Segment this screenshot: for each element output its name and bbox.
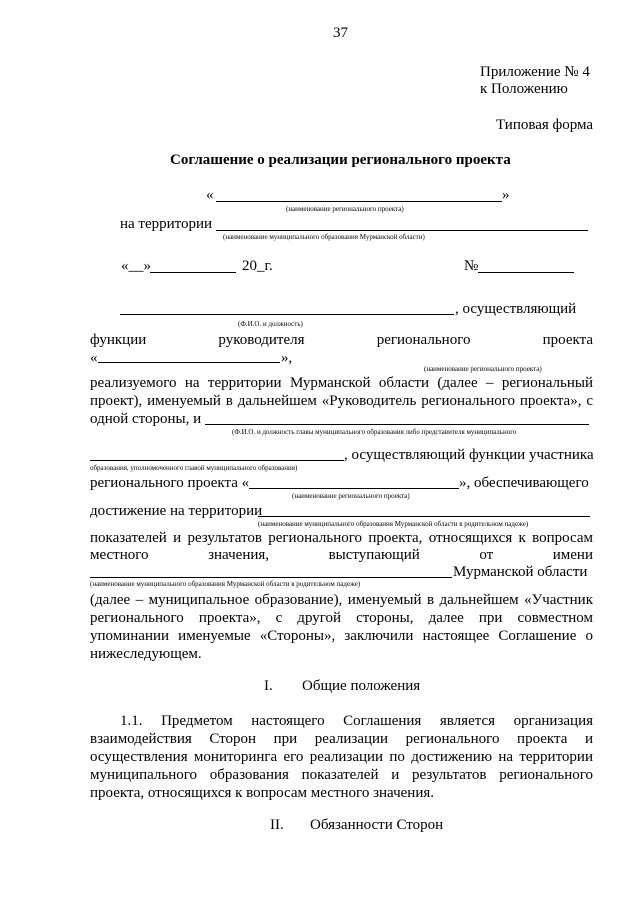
appendix-line1: Приложение № 4 [480, 64, 590, 80]
appendix-line2: к Положению [480, 81, 568, 97]
project-name-line3 [249, 488, 459, 489]
number-label: № [464, 258, 479, 274]
project-name-line [216, 201, 502, 202]
p1-line10: местного значения, выступающий от имени [90, 547, 593, 563]
p1-line14: упоминании именуемые «Стороны», заключили настоящее Соглашение о [90, 628, 593, 644]
head-caption-b: образования, уполномоченного главой муниципального образования) [90, 464, 298, 472]
section1-title: Общие положения [302, 678, 421, 694]
page-number: 37 [333, 25, 348, 41]
s1-p-line5: проекта, относящихся к вопросам местного значения. [90, 785, 434, 801]
date-day: «__» [121, 258, 151, 274]
number-line [478, 272, 574, 273]
date-month-line [150, 272, 236, 273]
p1-quote-open: « [90, 350, 98, 366]
p1-line8: достижение на территории [90, 503, 263, 519]
s1-p-line1: 1.1. Предметом настоящего Соглашения является организация [120, 713, 593, 729]
form-type: Типовая форма [496, 117, 594, 133]
head-caption-a: (Ф.И.О. и должность главы муниципального образования либо представителя муниципального [232, 428, 517, 436]
section1-number: I. [264, 678, 273, 694]
section2-title: Обязанности Сторон [310, 817, 444, 833]
p1-line6-suffix: , осуществляющий функции участника [344, 447, 594, 463]
head-line [205, 424, 589, 425]
mo-caption-gen2: (наименование муниципального образования Мурманской области в родительном падеже) [90, 580, 361, 588]
fio-line [120, 314, 454, 315]
p1-line3: реализуемого на территории Мурманской области (далее – региональный [90, 375, 593, 391]
mo-line [258, 516, 590, 517]
quote-open: « [206, 187, 214, 203]
s1-p-line4: муниципального образования показателей и результатов регионального [90, 767, 593, 783]
territory-caption: (наименование муниципального образования Мурманской области) [223, 233, 425, 241]
p1-line11-suffix: Мурманской области [453, 564, 588, 580]
p1-line7-prefix: регионального проекта « [90, 475, 250, 491]
p1-line9: показателей и результатов регионального проекта, относящихся к вопросам [90, 530, 593, 546]
p1-line12: (далее – муниципальное образование), именуемый в дальнейшем «Участник [90, 592, 593, 608]
quote-close: » [502, 187, 510, 203]
territory-label: на территории [120, 216, 213, 232]
p1-line7-suffix: », обеспечивающего [459, 475, 589, 491]
project-caption3: (наименование регионального проекта) [292, 492, 410, 500]
project-caption2: (наименование регионального проекта) [424, 365, 542, 373]
p1-quote-close: », [281, 350, 293, 366]
fio-caption: (Ф.И.О. и должность) [238, 320, 303, 328]
s1-p-line2: взаимодействия Сторон при реализации регионального проекта и [90, 731, 593, 747]
s1-p-line3: осуществления мониторинга его реализации по достижению на территории [90, 749, 593, 765]
mo-caption-gen: (наименование муниципального образования Мурманской области в родительном падеже) [258, 520, 529, 528]
date-year: 20_г. [242, 258, 273, 274]
territory-line [216, 230, 588, 231]
p1-line15: нижеследующем. [90, 646, 202, 662]
p1-suffix: , осуществляющий [455, 301, 577, 317]
p1-line2: функции руководителя регионального проекта [90, 332, 593, 348]
document-title: Соглашение о реализации регионального проекта [170, 152, 511, 168]
section2-number: II. [270, 817, 284, 833]
project-name-line2 [98, 362, 280, 363]
p1-line4: проект), именуемый в дальнейшем «Руководитель регионального проекта», с [90, 393, 593, 409]
head-line2 [90, 460, 344, 461]
p1-line13: регионального проекта», с другой стороны, далее при совместном [90, 610, 593, 626]
project-caption: (наименование регионального проекта) [286, 205, 404, 213]
p1-line5: одной стороны, и [90, 411, 202, 427]
mo-line2 [90, 577, 452, 578]
